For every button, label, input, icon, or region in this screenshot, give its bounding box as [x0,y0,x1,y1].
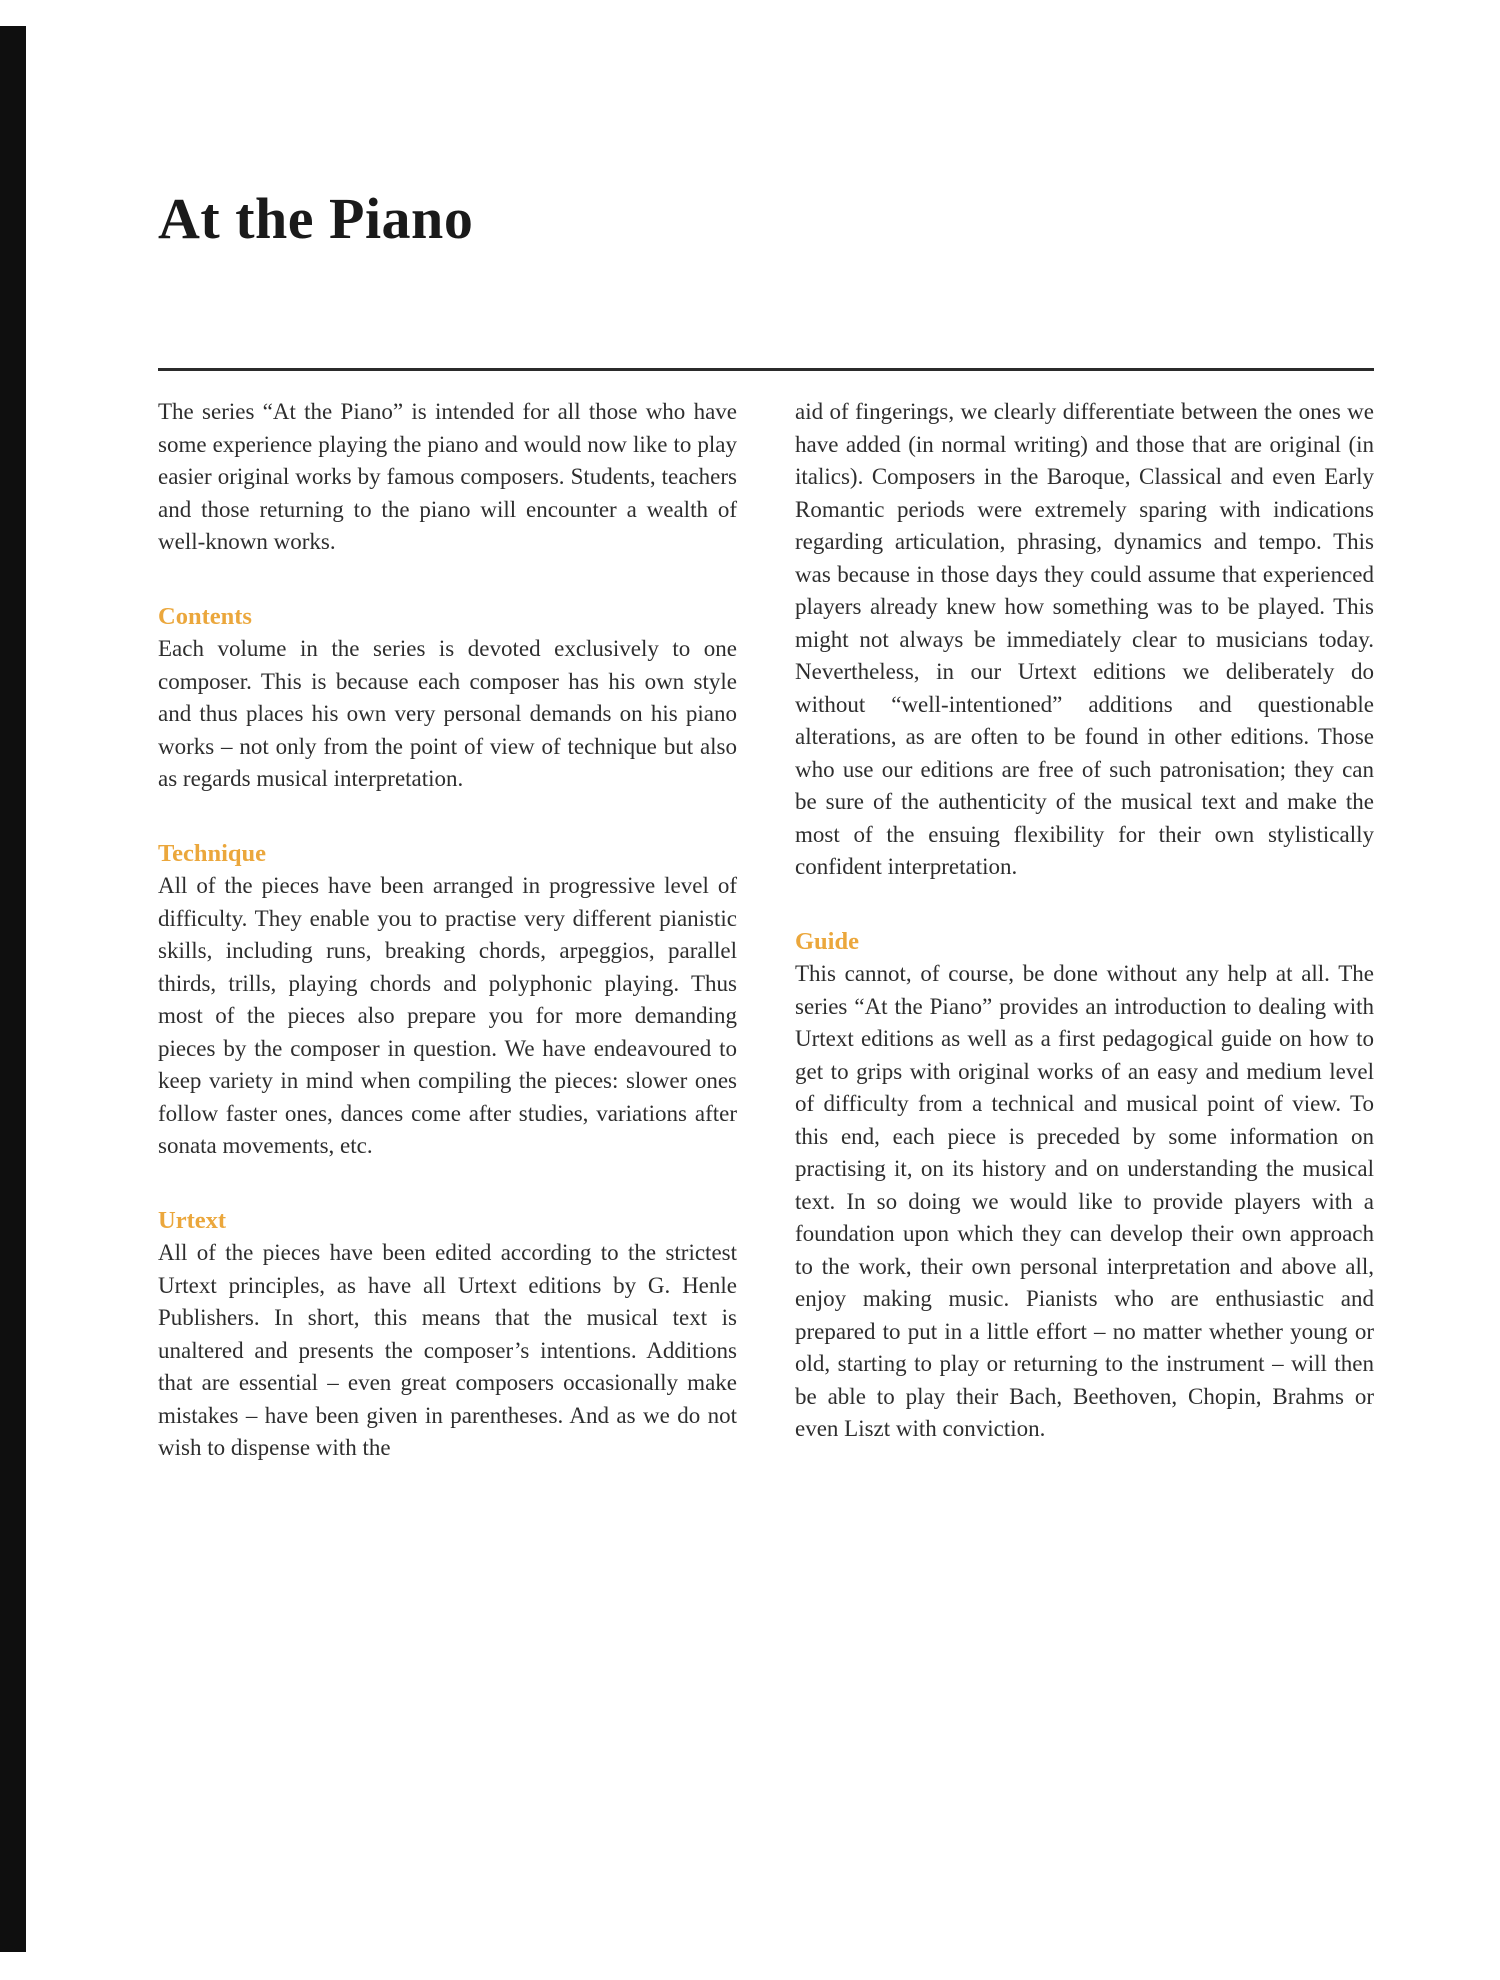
section-body-guide: This cannot, of course, be done without any help at all. The series “At the Piano” provides an introduction to dealing with Urtext editions as well as a first pedagogical guide on how to get to grips with original works of an easy and medium level of difficulty from a technical and musical point of view. To this end, each piece is preceded by some information on practising it, on its history and on understanding the musical text. In so doing we would like to provide players with a foundation upon which they can develop their own approach to the work, their own personal interpretation and above all, enjoy making music. Pianists who are enthusiastic and prepared to put in a little effort – no matter whether young or old, starting to play or returning to the instrument – will then be able to play their Bach, Beethoven, Chopin, Brahms or even Liszt with conviction. [795,961,1374,1441]
right-column [795,396,1374,1465]
section-heading-technique: Technique [158,839,267,867]
horizontal-rule [158,368,1374,371]
section-technique [158,838,737,1163]
section-heading-guide: Guide [795,927,859,955]
section-heading-urtext: Urtext [158,1206,227,1234]
left-column [158,396,737,1465]
section-body-urtext: All of the pieces have been edited according to the strictest Urtext principles, as have all Urtext editions by G. Henle Publishers. In short, this means that the musical text is unaltered and presents the composer’s intentions. Additions that are essential – even great composers occasionally make mistakes – have been given in parentheses. And as we do not wish to dispense with the [158,1240,737,1460]
intro-paragraph: The series “At the Piano” is intended for all those who have some experience playing the piano and would now like to play easier original works by famous composers. Students, teachers and those returning to the piano will encounter a wealth of well-known works. [158,399,737,554]
section-body-technique: All of the pieces have been arranged in progressive level of difficulty. They enable you to practise very different pianistic skills, including runs, breaking chords, arpeggios, parallel thirds, trills, playing chords and polyphonic playing. Thus most of the pieces also prepare you for more demanding pieces by the composer in question. We have endeavoured to keep variety in mind when compiling the pieces: slower ones follow faster ones, dances come after studies, variations after sonata movements, etc. [158,873,737,1158]
page-edge-bar [0,26,26,1952]
section-body-contents: Each volume in the series is devoted exclusively to one composer. This is because each composer has his own style and thus places his own very personal demands on his piano works – not only from the point of view of technique but also as regards musical interpretation. [158,636,737,791]
page-title: At the Piano [158,186,474,251]
urtext-continuation-paragraph: aid of fingerings, we clearly differentiate between the ones we have added (in normal writing) and those that are original (in italics). Composers in the Baroque, Classical and even Early Romantic periods were extremely sparing with indications regarding articulation, phrasing, dynamics and tempo. This was because in those days they could assume that experienced players already knew how something was to be played. This might not always be immediately clear to musicians today. Nevertheless, in our Urtext editions we deliberately do without “well-intentioned” additions and questionable alterations, as are often to be found in other editions. Those who use our editions are free of such patronisation; they can be sure of the authenticity of the musical text and make the most of the ensuing flexibility for their own stylistically confident interpretation. [795,399,1374,879]
two-column-text [158,396,1374,1465]
section-contents [158,601,737,796]
section-heading-contents: Contents [158,602,252,630]
section-urtext [158,1205,737,1465]
section-guide [795,926,1374,1446]
